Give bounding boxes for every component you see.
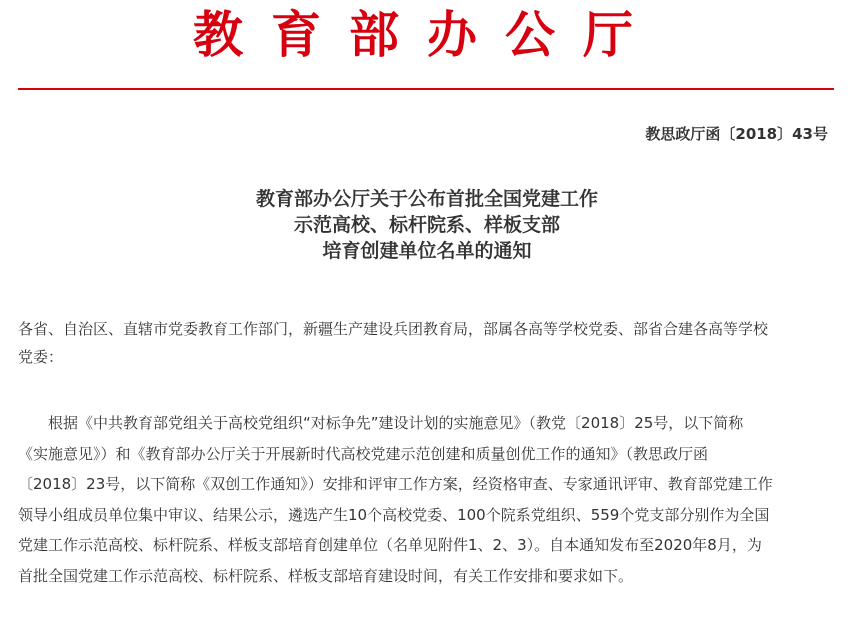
document-title-line: 培育创建单位名单的通知: [322, 240, 532, 262]
body-line: 首批全国党建工作示范高校、标杆院系、样板支部培育建设时间，有关工作安排和要求如下。: [18, 566, 634, 585]
document-title: [0, 186, 854, 264]
body-paragraph: [18, 408, 834, 591]
addressee-line: 各省、自治区、直辖市党委教育工作部门，新疆生产建设兵团教育局，部属各高等学校党委、部省合建各高等学校: [18, 320, 769, 338]
document-title-line: 示范高校、标杆院系、样板支部: [293, 214, 560, 236]
org-header-title: 教育部办公厅: [193, 5, 661, 64]
document-title-line: 教育部办公厅关于公布首批全国党建工作: [255, 188, 598, 210]
document-number: 教思政厅函〔2018〕43号: [645, 125, 828, 143]
body-line: 党建工作示范高校、标杆院系、样板支部培育创建单位（名单见附件1、2、3）。自本通知发布至2020年8月，为: [18, 536, 762, 554]
body-line: 《实施意见》）和《教育部办公厅关于开展新时代高校党建示范创建和质量创优工作的通知》（教思政厅函: [18, 444, 709, 463]
body-line: 领导小组成员单位集中审议、结果公示，遴选产生10个高校党委、100个院系党组织、559个党支部分别作为全国: [18, 505, 770, 524]
header-divider: [18, 88, 834, 90]
body-line: 〔2018〕23号，以下简称《双创工作通知》）安排和评审工作方案，经资格审查、专家通讯评审、教育部党建工作: [18, 475, 773, 493]
body-line: 根据《中共教育部党组关于高校党组织“对标争先”建设计划的实施意见》（教党〔2018〕25号，以下简称: [48, 414, 744, 432]
addressee-line: 党委：: [18, 348, 64, 366]
addressee-paragraph: [18, 315, 834, 371]
